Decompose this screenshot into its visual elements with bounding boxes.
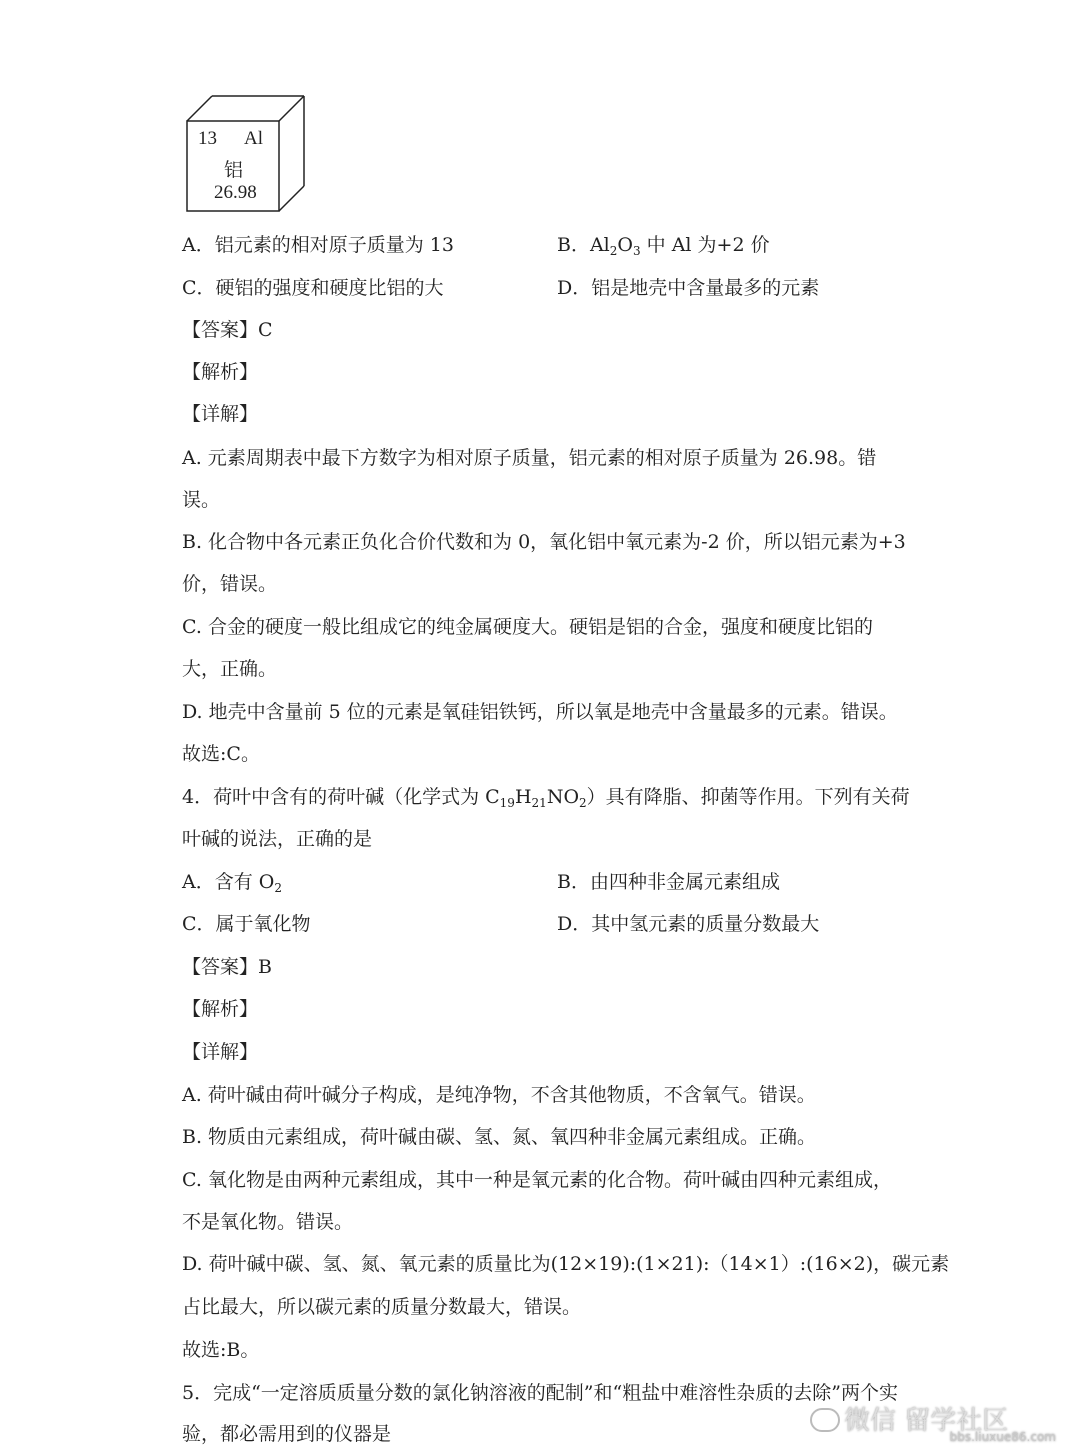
q3-line: D. 地壳中含量前 5 位的元素是氧硅铝铁钙，所以氧是地壳中含量最多的元素。错误。 — [182, 701, 898, 723]
q4-stem-sub: 19 — [499, 796, 515, 810]
q3-detail: 【详解】 — [182, 403, 259, 425]
q5-line: 验，都必需用到的仪器是 — [182, 1423, 392, 1445]
q4-option-a-sub: 2 — [274, 881, 282, 895]
watermark-url: bbs.liuxue86.com — [949, 1430, 1056, 1444]
q4-option-a — [182, 870, 282, 894]
element-name: 铝 — [224, 159, 244, 181]
q3-option-a: A．铝元素的相对原子质量为 13 — [182, 234, 454, 256]
q4-stem-sub: 2 — [579, 796, 587, 810]
q3-line: B. 化合物中各元素正负化合价代数和为 0，氧化铝中氧元素为-2 价，所以铝元素为+3 — [182, 531, 906, 553]
q4-option-d: D．其中氢元素的质量分数最大 — [557, 913, 820, 935]
q4-analysis: 【解析】 — [182, 998, 259, 1020]
q3-option-d: D．铝是地壳中含量最多的元素 — [557, 277, 820, 299]
q4-line: C. 氧化物是由两种元素组成，其中一种是氧元素的化合物。荷叶碱由四种元素组成， — [182, 1169, 892, 1191]
wechat-icon — [810, 1408, 840, 1432]
q3-option-b-post: 中 Al 为+2 价 — [640, 234, 770, 256]
q3-line: 大，正确。 — [182, 658, 278, 680]
q4-stem-sub: 21 — [531, 796, 547, 810]
q3-line: 误。 — [182, 489, 221, 511]
q3-option-b-pre: B．Al — [557, 234, 610, 256]
q4-line: D. 荷叶碱中碳、氢、氮、氧元素的质量比为(12×19):(1×21):（14×1）:(16×2)，碳元素 — [182, 1253, 950, 1275]
element-card — [184, 93, 308, 215]
q4-answer: 【答案】B — [182, 956, 272, 978]
q4-stem-line2: 叶碱的说法，正确的是 — [182, 828, 373, 850]
q3-line: C. 合金的硬度一般比组成它的纯金属硬度大。硬铝是铝的合金，强度和硬度比铝的 — [182, 616, 873, 638]
q4-line: 占比最大，所以碳元素的质量分数最大，错误。 — [182, 1296, 582, 1318]
q3-line: A. 元素周期表中最下方数字为相对原子质量，铝元素的相对原子质量为 26.98。错 — [182, 447, 877, 469]
q4-line: A. 荷叶碱由荷叶碱分子构成，是纯净物，不含其他物质，不含氧气。错误。 — [182, 1084, 816, 1106]
q4-stem-post: ）具有降脂、抑菌等作用。下列有关荷 — [586, 786, 910, 808]
q4-detail: 【详解】 — [182, 1041, 259, 1063]
atomic-number: 13 — [198, 128, 217, 149]
q5-line: 5．完成“一定溶质质量分数的氯化钠溶液的配制”和“粗盐中难溶性杂质的去除”两个实 — [182, 1382, 898, 1404]
wechat-watermark — [810, 1398, 1060, 1442]
q4-stem-no: NO — [546, 786, 580, 808]
q4-option-c: C．属于氧化物 — [182, 913, 311, 935]
q3-option-b — [557, 233, 770, 257]
q4-line: 不是氧化物。错误。 — [182, 1211, 354, 1233]
q4-line: B. 物质由元素组成，荷叶碱由碳、氢、氮、氧四种非金属元素组成。正确。 — [182, 1126, 817, 1148]
q3-analysis: 【解析】 — [182, 361, 259, 383]
watermark-text: 微信 留学社区 — [844, 1406, 1009, 1436]
q3-line: 故选:C。 — [182, 743, 260, 765]
q4-stem — [182, 785, 910, 809]
q4-stem-pre: 4．荷叶中含有的荷叶碱（化学式为 C — [182, 786, 500, 808]
q4-option-a-pre: A．含有 O — [182, 871, 275, 893]
q4-stem-h: H — [514, 786, 532, 808]
q4-line: 故选:B。 — [182, 1339, 260, 1361]
q3-answer: 【答案】C — [182, 319, 273, 341]
q4-option-b: B．由四种非金属元素组成 — [557, 871, 780, 893]
q3-option-b-mid: O — [617, 234, 633, 256]
q3-option-b-sub1: 2 — [609, 244, 618, 258]
q3-line: 价，错误。 — [182, 573, 278, 595]
element-symbol: Al — [244, 128, 263, 149]
q3-option-c: C．硬铝的强度和硬度比铝的大 — [182, 277, 444, 299]
atomic-mass: 26.98 — [214, 182, 257, 203]
q3-option-b-sub2: 3 — [632, 244, 641, 258]
